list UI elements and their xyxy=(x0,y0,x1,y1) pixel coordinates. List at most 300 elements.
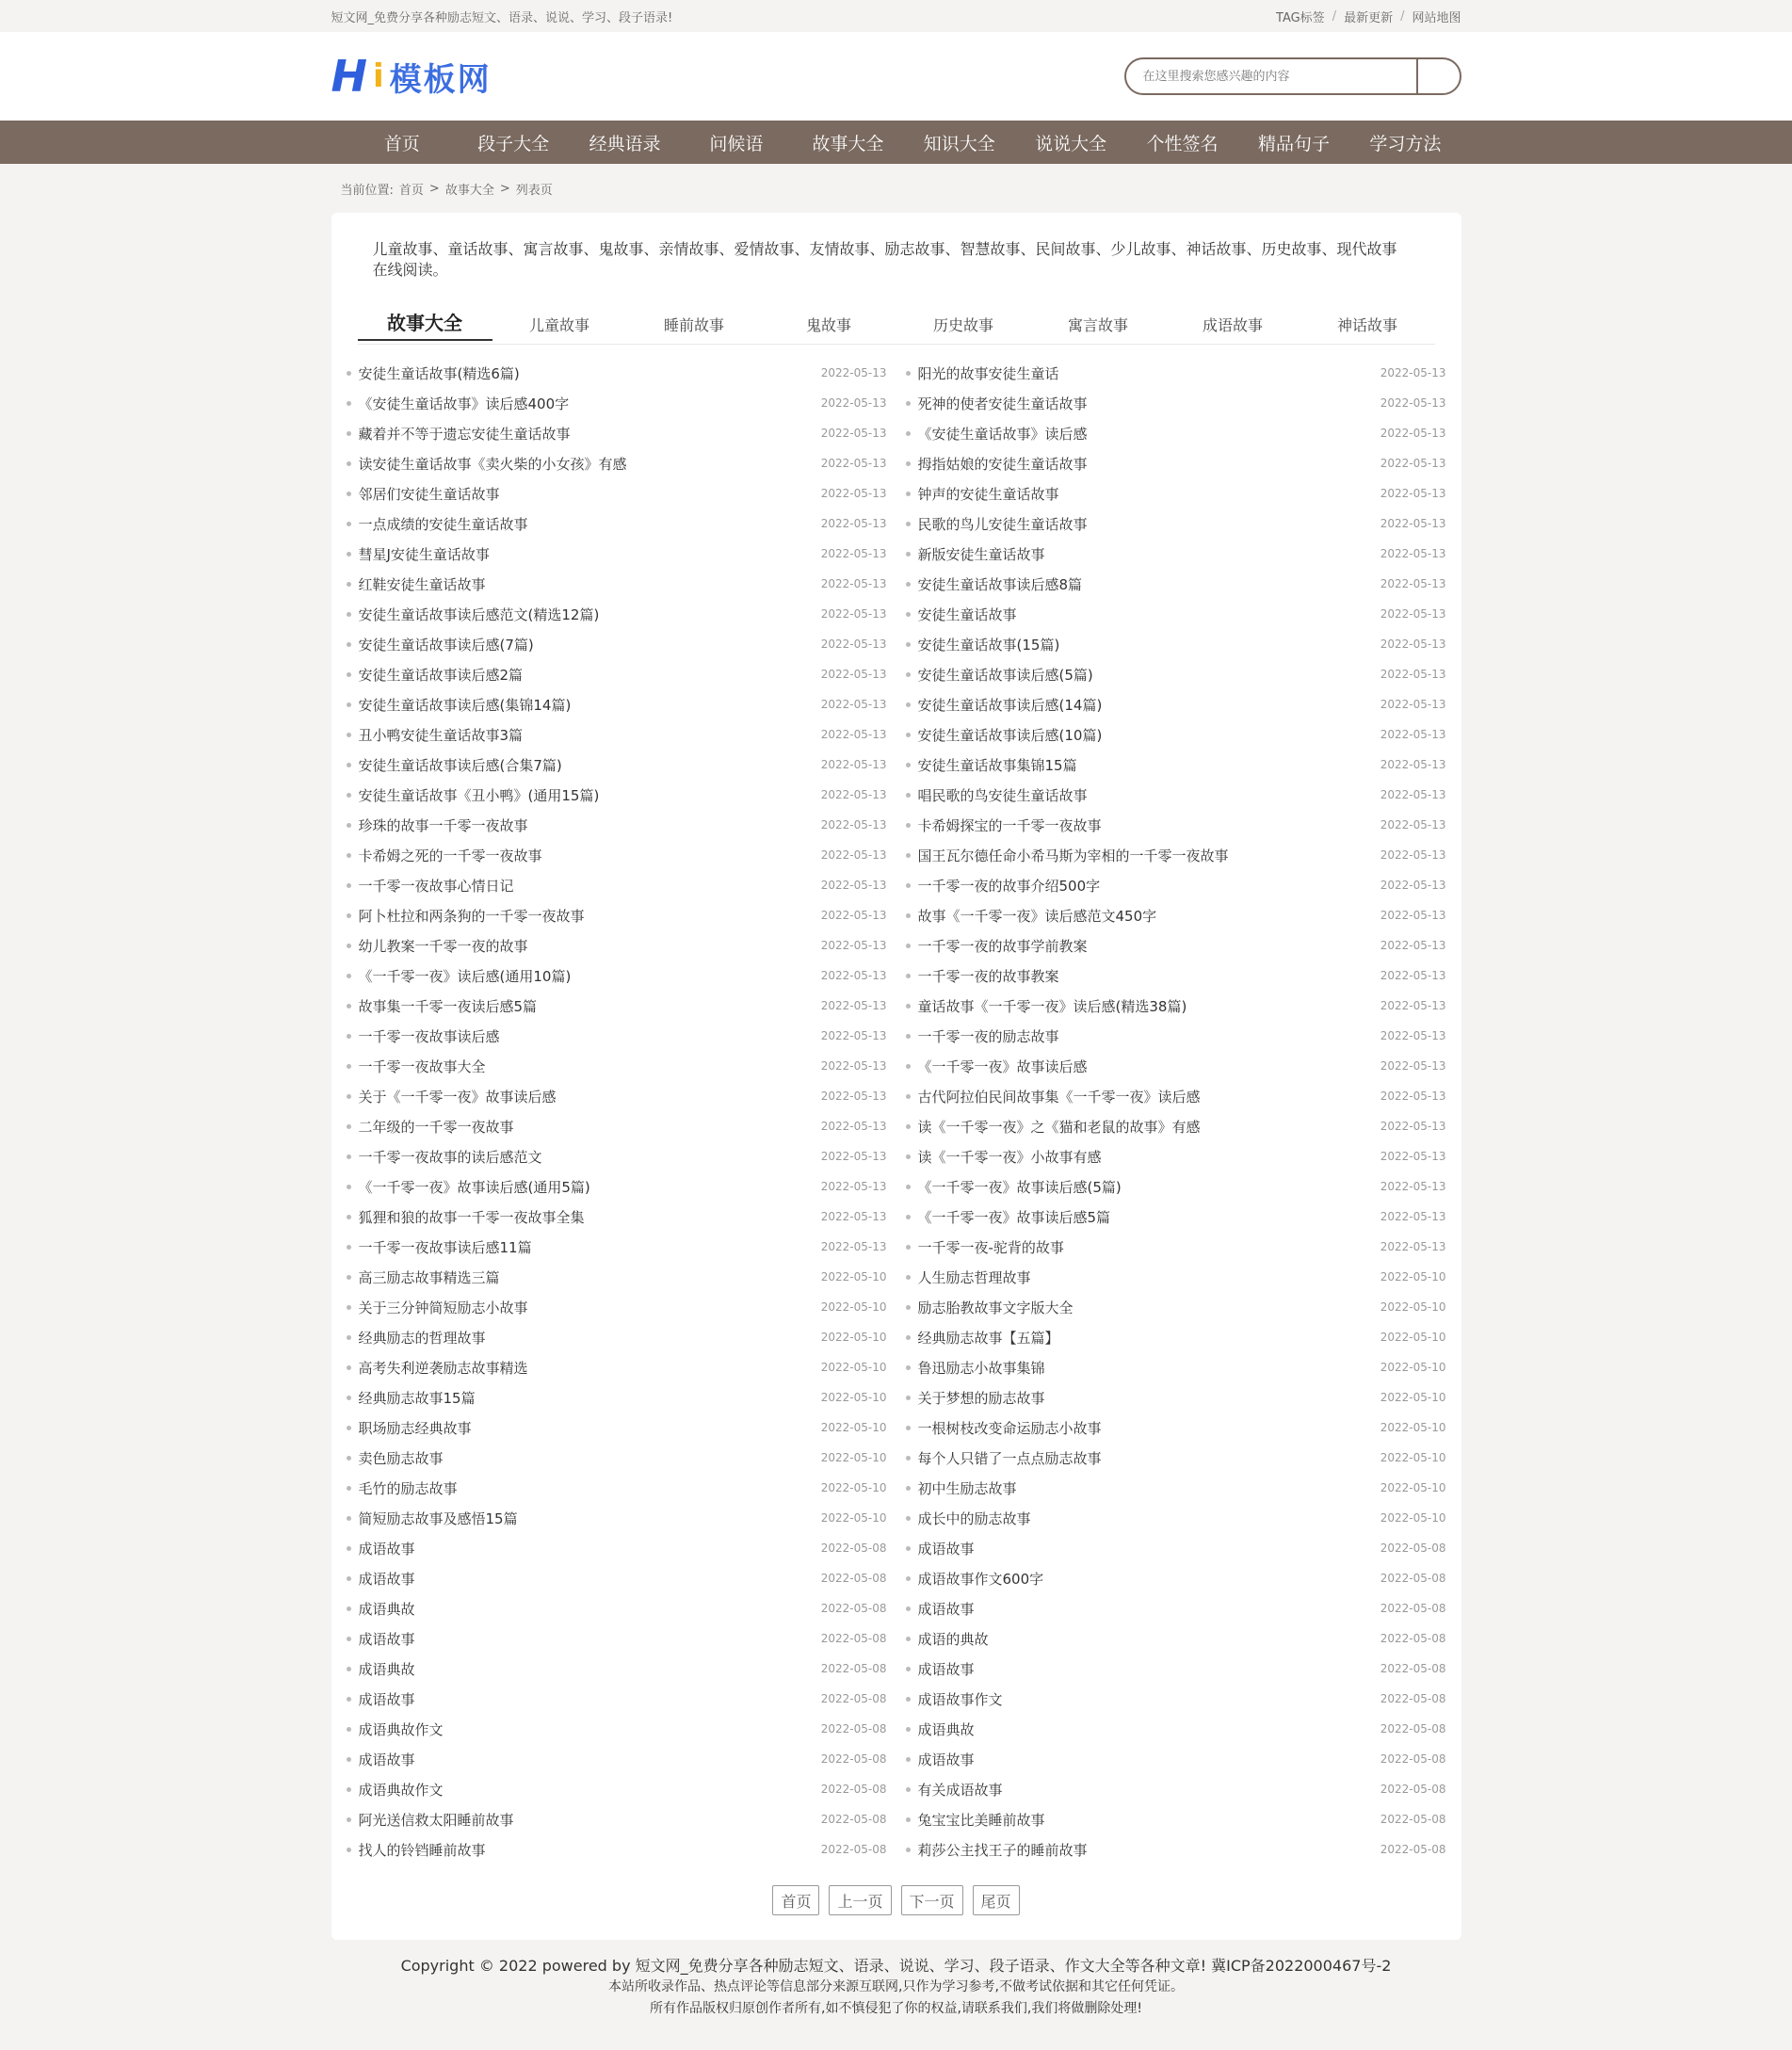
article-title-link[interactable]: 安徒生童话故事(15篇) xyxy=(906,635,1060,654)
nav-jokes[interactable]: 段子大全 xyxy=(477,133,550,154)
list-item xyxy=(906,1262,1446,1292)
list-item xyxy=(347,1322,887,1352)
article-date: 2022-05-13 xyxy=(1380,818,1446,831)
list-item xyxy=(347,629,887,659)
tab-fables[interactable]: 寓言故事 xyxy=(1067,316,1128,334)
article-date: 2022-05-13 xyxy=(1380,728,1446,741)
list-item xyxy=(906,508,1446,539)
breadcrumb-stories[interactable]: 故事大全 xyxy=(444,183,494,198)
list-item xyxy=(347,388,887,418)
list-item xyxy=(347,689,887,719)
article-date: 2022-05-10 xyxy=(1380,1300,1446,1314)
tab-all-stories[interactable]: 故事大全 xyxy=(358,308,492,341)
article-title-link[interactable]: 一千零一夜故事大全 xyxy=(347,1057,486,1076)
article-date: 2022-05-13 xyxy=(820,909,887,922)
topbar xyxy=(0,0,1792,32)
article-date: 2022-05-08 xyxy=(820,1752,887,1766)
article-title-link[interactable]: 拇指姑娘的安徒生童话故事 xyxy=(906,454,1088,474)
article-title-link[interactable]: 安徒生童话故事读后感(14篇) xyxy=(906,695,1103,715)
article-title-link[interactable]: 彗星J安徒生童话故事 xyxy=(347,544,490,564)
nav-signatures[interactable]: 个性签名 xyxy=(1146,133,1219,154)
article-title-link[interactable]: 读《一千零一夜》之《猫和老鼠的故事》有感 xyxy=(906,1117,1201,1137)
article-date: 2022-05-10 xyxy=(820,1511,887,1525)
first-page-button[interactable]: 首页 xyxy=(772,1885,819,1915)
article-title-link[interactable]: 安徒生童话故事集锦15篇 xyxy=(906,755,1077,775)
article-date: 2022-05-08 xyxy=(1380,1843,1446,1856)
article-title-link[interactable]: 一千零一夜故事读后感 xyxy=(347,1026,500,1046)
logo-text: 模板网 xyxy=(389,60,492,99)
list-item xyxy=(906,1443,1446,1473)
article-title-link[interactable]: 莉莎公主找王子的睡前故事 xyxy=(906,1840,1088,1860)
article-date: 2022-05-13 xyxy=(1380,879,1446,892)
article-date: 2022-05-13 xyxy=(1380,607,1446,621)
list-item xyxy=(347,1081,887,1111)
article-title-link[interactable]: 死神的使者安徒生童话故事 xyxy=(906,394,1088,413)
article-title-link[interactable]: 兔宝宝比美睡前故事 xyxy=(906,1810,1045,1830)
list-item xyxy=(347,1593,887,1623)
article-date: 2022-05-08 xyxy=(1380,1752,1446,1766)
article-title-link[interactable]: 职场励志经典故事 xyxy=(347,1418,472,1438)
last-page-button[interactable]: 尾页 xyxy=(973,1885,1020,1915)
article-date: 2022-05-13 xyxy=(820,1090,887,1103)
article-date: 2022-05-10 xyxy=(820,1391,887,1404)
article-title-link[interactable]: 成语故事 xyxy=(347,1750,415,1769)
list-item xyxy=(906,930,1446,960)
article-date: 2022-05-13 xyxy=(1380,1120,1446,1133)
article-title-link[interactable]: 高考失利逆袭励志故事精选 xyxy=(347,1358,528,1378)
article-list-right xyxy=(906,358,1446,1864)
article-list xyxy=(345,358,1448,1864)
article-title-link[interactable]: 《一千零一夜》读后感(通用10篇) xyxy=(347,966,572,986)
breadcrumb-label: 当前位置: xyxy=(340,183,394,198)
article-title-link[interactable]: 安徒生童话故事读后感(7篇) xyxy=(347,635,534,654)
list-item xyxy=(906,1623,1446,1654)
article-title-link[interactable]: 成语的典故 xyxy=(906,1629,989,1649)
article-date: 2022-05-13 xyxy=(820,969,887,982)
article-title-link[interactable]: 成语典故 xyxy=(347,1599,415,1619)
article-date: 2022-05-10 xyxy=(1380,1361,1446,1374)
list-item xyxy=(906,719,1446,750)
list-item xyxy=(906,629,1446,659)
article-date: 2022-05-13 xyxy=(820,788,887,801)
list-item xyxy=(347,418,887,448)
article-date: 2022-05-10 xyxy=(1380,1511,1446,1525)
list-item xyxy=(347,1654,887,1684)
nav-greetings[interactable]: 问候语 xyxy=(709,133,764,154)
list-item xyxy=(906,1684,1446,1714)
article-title-link[interactable]: 一千零一夜的故事教案 xyxy=(906,966,1059,986)
article-title-link[interactable]: 成长中的励志故事 xyxy=(906,1509,1031,1528)
article-title-link[interactable]: 古代阿拉伯民间故事集《一千零一夜》读后感 xyxy=(906,1087,1201,1106)
article-title-link[interactable]: 安徒生童话故事读后感2篇 xyxy=(347,665,524,685)
article-title-link[interactable]: 毛竹的励志故事 xyxy=(347,1478,458,1498)
article-date: 2022-05-13 xyxy=(820,848,887,862)
article-date: 2022-05-10 xyxy=(820,1421,887,1434)
category-intro: 儿童故事、童话故事、寓言故事、鬼故事、亲情故事、爱情故事、友情故事、励志故事、智慧故事、民间故事、少儿故事、神话故事、历史故事、现代故事在线阅读。 xyxy=(372,240,1397,279)
article-date: 2022-05-10 xyxy=(1380,1331,1446,1344)
list-item xyxy=(906,1503,1446,1533)
article-title-link[interactable]: 关于三分钟简短励志小故事 xyxy=(347,1298,528,1317)
article-date: 2022-05-10 xyxy=(820,1481,887,1494)
article-title-link[interactable]: 读《一千零一夜》小故事有感 xyxy=(906,1147,1102,1167)
list-item xyxy=(347,1141,887,1171)
article-title-link[interactable]: 找人的铃铛睡前故事 xyxy=(347,1840,486,1860)
list-item xyxy=(906,1804,1446,1834)
article-date: 2022-05-08 xyxy=(1380,1783,1446,1796)
list-item xyxy=(906,1412,1446,1443)
article-date: 2022-05-10 xyxy=(1380,1481,1446,1494)
article-date: 2022-05-08 xyxy=(820,1632,887,1645)
article-title-link[interactable]: 成语典故 xyxy=(906,1719,975,1739)
list-item xyxy=(906,1352,1446,1382)
article-title-link[interactable]: 阿光送信救太阳睡前故事 xyxy=(347,1810,514,1830)
article-title-link[interactable]: 民歌的鸟儿安徒生童话故事 xyxy=(906,514,1088,534)
article-title-link[interactable]: 成语故事 xyxy=(347,1539,415,1558)
breadcrumb-separator: > xyxy=(428,181,440,196)
article-date: 2022-05-08 xyxy=(820,1722,887,1735)
article-title-link[interactable]: 励志胎教故事文字版大全 xyxy=(906,1298,1074,1317)
list-item xyxy=(347,750,887,780)
list-item xyxy=(906,1081,1446,1111)
article-title-link[interactable]: 童话故事《一千零一夜》读后感(精选38篇) xyxy=(906,996,1187,1016)
article-date: 2022-05-13 xyxy=(820,547,887,560)
article-date: 2022-05-13 xyxy=(1380,848,1446,862)
article-title-link[interactable]: 卡希姆之死的一千零一夜故事 xyxy=(347,846,542,865)
list-item xyxy=(906,388,1446,418)
category-tabs xyxy=(358,305,1435,345)
article-title-link[interactable]: 有关成语故事 xyxy=(906,1780,1003,1800)
article-date: 2022-05-10 xyxy=(1380,1451,1446,1464)
list-item xyxy=(906,1744,1446,1774)
list-item xyxy=(906,1171,1446,1202)
list-item xyxy=(906,599,1446,629)
article-date: 2022-05-08 xyxy=(820,1662,887,1675)
article-title-link[interactable]: 成语典故 xyxy=(347,1659,415,1679)
list-item xyxy=(906,1141,1446,1171)
footer xyxy=(0,1955,1792,2020)
article-date: 2022-05-13 xyxy=(1380,1210,1446,1223)
article-title-link[interactable]: 狐狸和狼的故事一千零一夜故事全集 xyxy=(347,1207,585,1227)
article-title-link[interactable]: 藏着并不等于遗忘安徒生童话故事 xyxy=(347,424,571,444)
separator: / xyxy=(1332,8,1337,24)
list-item xyxy=(347,358,887,388)
article-date: 2022-05-08 xyxy=(1380,1813,1446,1826)
tab-children-stories[interactable]: 儿童故事 xyxy=(528,316,589,334)
breadcrumb xyxy=(331,164,1461,213)
search-box xyxy=(1124,57,1461,95)
list-item xyxy=(347,599,887,629)
article-date: 2022-05-08 xyxy=(820,1542,887,1555)
breadcrumb-separator: > xyxy=(499,181,510,196)
prev-page-button[interactable]: 上一页 xyxy=(829,1885,891,1915)
article-title-link[interactable]: 成语故事 xyxy=(906,1599,975,1619)
footer-copyright: Copyright © 2022 powered by 短文网_免费分享各种励志短文、语录、说说、学习、段子语录、作文大全等各种文章! 冀ICP备2022000467号-2 xyxy=(400,1957,1392,1975)
article-title-link[interactable]: 二年级的一千零一夜故事 xyxy=(347,1117,514,1137)
list-item xyxy=(347,870,887,900)
article-title-link[interactable]: 《安徒生童话故事》读后感400字 xyxy=(347,394,570,413)
list-item xyxy=(347,1443,887,1473)
separator: / xyxy=(1400,8,1405,24)
article-date: 2022-05-13 xyxy=(820,1240,887,1253)
article-date: 2022-05-08 xyxy=(1380,1602,1446,1615)
list-item xyxy=(347,1382,887,1412)
tab-history-stories[interactable]: 历史故事 xyxy=(932,316,993,334)
article-date: 2022-05-13 xyxy=(820,698,887,711)
article-title-link[interactable]: 简短励志故事及感悟15篇 xyxy=(347,1509,518,1528)
list-item xyxy=(906,358,1446,388)
article-title-link[interactable]: 故事集一千零一夜读后感5篇 xyxy=(347,996,538,1016)
breadcrumb-home[interactable]: 首页 xyxy=(398,183,424,198)
list-item xyxy=(347,539,887,569)
article-date: 2022-05-08 xyxy=(820,1843,887,1856)
article-date: 2022-05-10 xyxy=(820,1361,887,1374)
article-title-link[interactable]: 一千零一夜的故事介绍500字 xyxy=(906,876,1101,896)
article-title-link[interactable]: 国王瓦尔德任命小希马斯为宰相的一千零一夜故事 xyxy=(906,846,1229,865)
article-title-link[interactable]: 阿卜杜拉和两条狗的一千零一夜故事 xyxy=(347,906,585,926)
list-item xyxy=(347,900,887,930)
article-title-link[interactable]: 安徒生童话故事《丑小鸭》(通用15篇) xyxy=(347,785,600,805)
sitemap-link[interactable]: 网站地图 xyxy=(1412,10,1461,25)
article-date: 2022-05-08 xyxy=(1380,1542,1446,1555)
article-date: 2022-05-08 xyxy=(1380,1662,1446,1675)
article-date: 2022-05-13 xyxy=(1380,427,1446,440)
list-item xyxy=(906,689,1446,719)
article-date: 2022-05-13 xyxy=(820,999,887,1012)
article-title-link[interactable]: 新版安徒生童话故事 xyxy=(906,544,1045,564)
list-item xyxy=(347,780,887,810)
article-title-link[interactable]: 成语故事 xyxy=(906,1539,975,1558)
article-title-link[interactable]: 高三励志故事精选三篇 xyxy=(347,1267,500,1287)
article-date: 2022-05-13 xyxy=(1380,1059,1446,1073)
article-date: 2022-05-13 xyxy=(1380,999,1446,1012)
list-item xyxy=(906,1111,1446,1141)
article-date: 2022-05-08 xyxy=(820,1572,887,1585)
article-title-link[interactable]: 人生励志哲理故事 xyxy=(906,1267,1031,1287)
article-date: 2022-05-13 xyxy=(1380,788,1446,801)
article-title-link[interactable]: 邻居们安徒生童话故事 xyxy=(347,484,500,504)
list-item xyxy=(906,1232,1446,1262)
article-title-link[interactable]: 安徒生童话故事读后感(合集7篇) xyxy=(347,755,562,775)
article-title-link[interactable]: 经典励志故事【五篇】 xyxy=(906,1328,1059,1348)
article-title-link[interactable]: 一点成绩的安徒生童话故事 xyxy=(347,514,528,534)
article-title-link[interactable]: 经典励志故事15篇 xyxy=(347,1388,476,1408)
article-title-link[interactable]: 安徒生童话故事读后感(5篇) xyxy=(906,665,1093,685)
article-title-link[interactable]: 一根树枝改变命运励志小故事 xyxy=(906,1418,1102,1438)
article-date: 2022-05-13 xyxy=(820,487,887,500)
next-page-button[interactable]: 下一页 xyxy=(901,1885,963,1915)
article-title-link[interactable]: 一千零一夜故事心情日记 xyxy=(347,876,514,896)
tag-link[interactable]: TAG标签 xyxy=(1276,10,1325,25)
list-item xyxy=(906,569,1446,599)
article-title-link[interactable]: 《安徒生童话故事》读后感 xyxy=(906,424,1088,444)
list-item xyxy=(347,1804,887,1834)
article-date: 2022-05-13 xyxy=(820,1180,887,1193)
search-input[interactable] xyxy=(1126,59,1416,93)
list-item xyxy=(347,1171,887,1202)
tab-idiom-stories[interactable]: 成语故事 xyxy=(1202,316,1263,334)
header xyxy=(0,32,1792,121)
article-title-link[interactable]: 一千零一夜-驼背的故事 xyxy=(906,1237,1064,1257)
article-title-link[interactable]: 成语故事作文600字 xyxy=(906,1569,1044,1589)
tab-ghost-stories[interactable]: 鬼故事 xyxy=(805,316,851,334)
article-title-link[interactable]: 卡希姆探宝的一千零一夜故事 xyxy=(906,815,1102,835)
article-list-left xyxy=(347,358,887,1864)
nav-knowledge[interactable]: 知识大全 xyxy=(923,133,995,154)
article-title-link[interactable]: 珍珠的故事一千零一夜故事 xyxy=(347,815,528,835)
list-item xyxy=(347,569,887,599)
article-date: 2022-05-13 xyxy=(1380,1029,1446,1042)
article-date: 2022-05-13 xyxy=(820,366,887,379)
article-date: 2022-05-13 xyxy=(820,396,887,410)
list-item xyxy=(906,1202,1446,1232)
article-title-link[interactable]: 一千零一夜的励志故事 xyxy=(906,1026,1059,1046)
nav-shuoshuo[interactable]: 说说大全 xyxy=(1035,133,1107,154)
list-item xyxy=(906,1322,1446,1352)
article-title-link[interactable]: 卖色励志故事 xyxy=(347,1448,444,1468)
article-date: 2022-05-13 xyxy=(1380,517,1446,530)
article-date: 2022-05-08 xyxy=(1380,1722,1446,1735)
article-title-link[interactable]: 成语故事 xyxy=(906,1750,975,1769)
logo-mark: H xyxy=(331,51,369,102)
article-date: 2022-05-13 xyxy=(1380,969,1446,982)
tab-bedtime-stories[interactable]: 睡前故事 xyxy=(663,316,724,334)
article-title-link[interactable]: 关于梦想的励志故事 xyxy=(906,1388,1045,1408)
list-item xyxy=(347,1834,887,1864)
article-date: 2022-05-13 xyxy=(820,939,887,952)
list-item xyxy=(347,1111,887,1141)
article-title-link[interactable]: 一千零一夜故事读后感11篇 xyxy=(347,1237,532,1257)
article-title-link[interactable]: 安徒生童话故事读后感(集锦14篇) xyxy=(347,695,572,715)
article-date: 2022-05-13 xyxy=(820,728,887,741)
list-item xyxy=(906,1051,1446,1081)
article-title-link[interactable]: 每个人只错了一点点励志故事 xyxy=(906,1448,1102,1468)
list-item xyxy=(347,1714,887,1744)
article-title-link[interactable]: 钟声的安徒生童话故事 xyxy=(906,484,1059,504)
top-links xyxy=(1276,8,1461,25)
article-date: 2022-05-13 xyxy=(1380,638,1446,651)
article-title-link[interactable]: 一千零一夜的故事学前教案 xyxy=(906,936,1088,956)
list-item xyxy=(347,1262,887,1292)
article-title-link[interactable]: 安徒生童话故事(精选6篇) xyxy=(347,363,520,383)
nav-study-methods[interactable]: 学习方法 xyxy=(1369,133,1442,154)
article-title-link[interactable]: 幼儿教案一千零一夜的故事 xyxy=(347,936,528,956)
article-title-link[interactable]: 鲁迅励志小故事集锦 xyxy=(906,1358,1045,1378)
article-title-link[interactable]: 唱民歌的鸟安徒生童话故事 xyxy=(906,785,1088,805)
article-date: 2022-05-08 xyxy=(820,1783,887,1796)
nav-quotes[interactable]: 经典语录 xyxy=(589,133,661,154)
list-item xyxy=(906,991,1446,1021)
site-logo[interactable] xyxy=(331,51,492,102)
article-date: 2022-05-10 xyxy=(820,1300,887,1314)
list-item xyxy=(906,1021,1446,1051)
nav-sentences[interactable]: 精品句子 xyxy=(1257,133,1330,154)
article-title-link[interactable]: 成语故事作文 xyxy=(906,1689,1003,1709)
article-date: 2022-05-13 xyxy=(820,427,887,440)
article-date: 2022-05-13 xyxy=(1380,1090,1446,1103)
article-title-link[interactable]: 经典励志的哲理故事 xyxy=(347,1328,486,1348)
article-date: 2022-05-13 xyxy=(820,1210,887,1223)
article-title-link[interactable]: 一千零一夜故事的读后感范文 xyxy=(347,1147,542,1167)
article-title-link[interactable]: 成语典故作文 xyxy=(347,1719,444,1739)
article-date: 2022-05-13 xyxy=(820,457,887,470)
article-title-link[interactable]: 丑小鸭安徒生童话故事3篇 xyxy=(347,725,524,745)
article-title-link[interactable]: 关于《一千零一夜》故事读后感 xyxy=(347,1087,557,1106)
list-item xyxy=(347,930,887,960)
list-item xyxy=(906,1563,1446,1593)
footer-copyright-notice: 所有作品版权归原创作者所有,如不慎侵犯了你的权益,请联系我们,我们将做删除处理! xyxy=(650,2001,1142,2016)
article-title-link[interactable]: 成语典故作文 xyxy=(347,1780,444,1800)
article-date: 2022-05-10 xyxy=(820,1451,887,1464)
article-title-link[interactable]: 读安徒生童话故事《卖火柴的小女孩》有感 xyxy=(347,454,627,474)
article-title-link[interactable]: 初中生励志故事 xyxy=(906,1478,1017,1498)
article-date: 2022-05-13 xyxy=(820,818,887,831)
article-date: 2022-05-13 xyxy=(820,607,887,621)
article-title-link[interactable]: 安徒生童话故事读后感范文(精选12篇) xyxy=(347,605,600,624)
article-title-link[interactable]: 故事《一千零一夜》读后感范文450字 xyxy=(906,906,1157,926)
list-item xyxy=(347,1774,887,1804)
list-item xyxy=(906,870,1446,900)
article-date: 2022-05-13 xyxy=(1380,1180,1446,1193)
list-item xyxy=(906,840,1446,870)
article-date: 2022-05-13 xyxy=(820,1059,887,1073)
article-title-link[interactable]: 安徒生童话故事 xyxy=(906,605,1017,624)
article-date: 2022-05-13 xyxy=(820,1120,887,1133)
search-button[interactable] xyxy=(1416,59,1460,93)
list-item xyxy=(906,780,1446,810)
list-item xyxy=(347,960,887,991)
article-date: 2022-05-13 xyxy=(1380,396,1446,410)
article-date: 2022-05-13 xyxy=(1380,366,1446,379)
article-title-link[interactable]: 阳光的故事安徒生童话 xyxy=(906,363,1059,383)
list-item xyxy=(906,659,1446,689)
list-item xyxy=(906,478,1446,508)
nav-stories[interactable]: 故事大全 xyxy=(812,133,884,154)
nav-home[interactable]: 首页 xyxy=(383,133,420,154)
article-title-link[interactable]: 成语故事 xyxy=(906,1659,975,1679)
list-item xyxy=(347,1503,887,1533)
article-title-link[interactable]: 成语故事 xyxy=(347,1569,415,1589)
article-title-link[interactable]: 成语故事 xyxy=(347,1689,415,1709)
article-title-link[interactable]: 《一千零一夜》故事读后感(通用5篇) xyxy=(347,1177,590,1197)
article-date: 2022-05-10 xyxy=(820,1331,887,1344)
list-item xyxy=(906,1774,1446,1804)
article-title-link[interactable]: 《一千零一夜》故事读后感(5篇) xyxy=(906,1177,1122,1197)
list-item xyxy=(906,960,1446,991)
tab-myths[interactable]: 神话故事 xyxy=(1336,316,1397,334)
article-title-link[interactable]: 安徒生童话故事读后感8篇 xyxy=(906,574,1083,594)
article-title-link[interactable]: 成语故事 xyxy=(347,1629,415,1649)
article-date: 2022-05-10 xyxy=(1380,1270,1446,1283)
article-date: 2022-05-13 xyxy=(1380,1150,1446,1163)
article-title-link[interactable]: 安徒生童话故事读后感(10篇) xyxy=(906,725,1103,745)
article-title-link[interactable]: 红鞋安徒生童话故事 xyxy=(347,574,486,594)
list-item xyxy=(347,1533,887,1563)
article-date: 2022-05-13 xyxy=(820,577,887,590)
main-content xyxy=(331,213,1461,1940)
article-title-link[interactable]: 《一千零一夜》故事读后感5篇 xyxy=(906,1207,1111,1227)
article-date: 2022-05-13 xyxy=(820,668,887,681)
footer-disclaimer: 本站所收录作品、热点评论等信息部分来源互联网,只作为学习参考,不做考试依据和其它任何凭证。 xyxy=(608,1979,1184,1994)
list-item xyxy=(906,900,1446,930)
list-item xyxy=(906,750,1446,780)
article-date: 2022-05-13 xyxy=(1380,909,1446,922)
list-item xyxy=(347,448,887,478)
article-date: 2022-05-13 xyxy=(1380,457,1446,470)
article-title-link[interactable]: 《一千零一夜》故事读后感 xyxy=(906,1057,1088,1076)
latest-updates-link[interactable]: 最新更新 xyxy=(1344,10,1394,25)
article-date: 2022-05-13 xyxy=(1380,668,1446,681)
pagination xyxy=(345,1885,1448,1915)
